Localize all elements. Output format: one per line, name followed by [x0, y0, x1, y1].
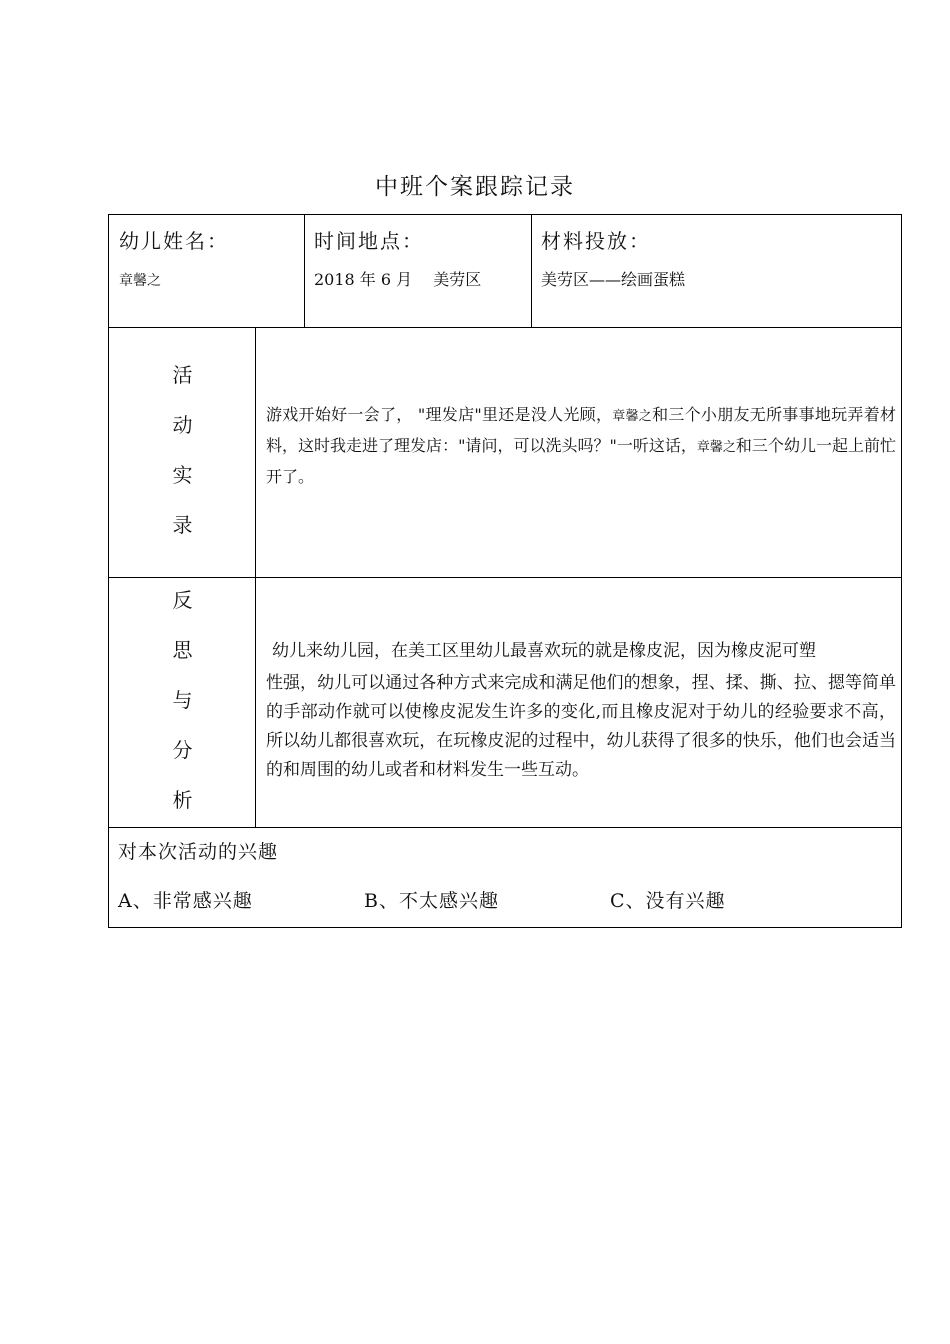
- activity-label-char: 录: [172, 513, 193, 537]
- activity-label-char: 动: [172, 413, 193, 437]
- row-divider-1: [108, 327, 902, 328]
- activity-record-text: [266, 400, 896, 491]
- activity-label-char: 实: [172, 463, 193, 487]
- child-name-inline: 章馨之: [612, 409, 653, 424]
- activity-label-char: 活: [172, 363, 193, 387]
- interest-option-c: C、没有兴趣: [610, 890, 726, 912]
- reflection-label: [110, 575, 255, 825]
- child-name-inline: 章馨之: [696, 440, 736, 455]
- reflection-text: [266, 637, 896, 785]
- record-text-part: 和三个小朋友无所事事地玩弄着材料，这时我走进了理发店："请问，可以洗头吗？"一听这话，: [266, 405, 896, 455]
- interest-option-b: B、不太感兴趣: [364, 890, 499, 912]
- record-text-part: 和三个幼儿一起上前忙开了。: [266, 436, 896, 486]
- header-col-divider-2: [531, 214, 532, 328]
- record-text-part: 游戏开始好一会了， "理发店"里还是没人光顾，: [266, 405, 613, 424]
- child-name-label: 幼儿姓名：: [119, 229, 229, 253]
- materials-value: 美劳区——绘画蛋糕: [541, 270, 686, 289]
- interest-question: 对本次活动的兴趣: [118, 841, 279, 863]
- reflection-label-char: 反: [172, 588, 193, 612]
- row-divider-3: [108, 827, 902, 828]
- table-border-top: [108, 214, 902, 215]
- activity-record-label: [110, 350, 255, 550]
- reflection-body: 性强，幼儿可以通过各种方式来完成和满足他们的想象，捏、揉、撕、拉、摁等简单的手部动作就可以使橡皮泥发生许多的变化,而且橡皮泥对于幼儿的经验要求不高，所以幼儿都很喜欢玩，在玩橡皮泥的过程中，幼儿获得了很多的快乐，他们也会适当的和周围的幼儿或者和材料发生一些互动。: [266, 673, 896, 780]
- page-title: 中班个案跟踪记录: [375, 174, 575, 200]
- child-name-value: 章馨之: [119, 273, 161, 289]
- interest-option-a: A、非常感兴趣: [118, 890, 253, 912]
- reflection-label-char: 分: [172, 738, 193, 762]
- header-col-divider-1: [304, 214, 305, 328]
- table-border-right: [901, 214, 902, 928]
- label-col-divider: [255, 327, 256, 828]
- reflection-label-char: 析: [172, 788, 193, 812]
- reflection-label-char: 与: [172, 688, 193, 712]
- reflection-first-line: 幼儿来幼儿园，在美工区里幼儿最喜欢玩的就是橡皮泥，因为橡皮泥可塑: [272, 641, 816, 661]
- time-place-label: 时间地点：: [314, 229, 424, 253]
- table-border-bottom: [108, 927, 902, 928]
- reflection-label-char: 思: [172, 638, 193, 662]
- materials-label: 材料投放：: [541, 229, 651, 253]
- time-place-value: 2018 年 6 月 美劳区: [314, 270, 482, 289]
- table-border-left: [108, 214, 109, 928]
